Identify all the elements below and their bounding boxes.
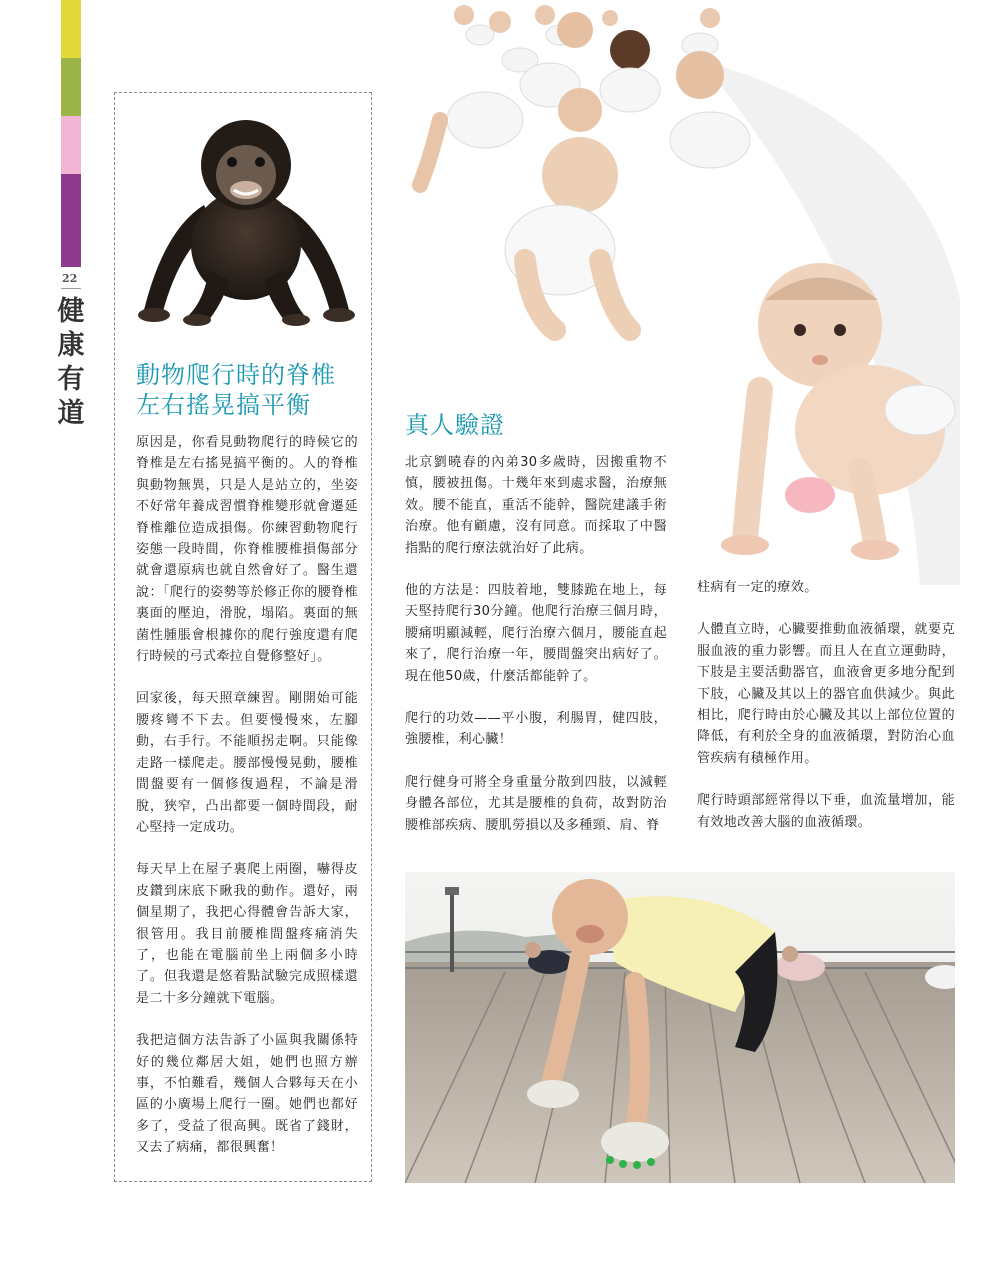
main-paragraph: 爬行的功效——平小腹，利腸胃，健四肢，強腰椎，利心臟！ — [405, 711, 667, 748]
color-tab-green — [61, 58, 81, 116]
sidebar-heading-line2: 左右搖晃搞平衡 — [136, 391, 311, 419]
sidebar-paragraph: 每天早上在屋子裏爬上兩圈，嚇得皮皮鑽到床底下瞅我的動作。還好，兩個星期了，我把心得體會告訴大家，很管用。我目前腰椎間盤疼痛消失了，也能在電腦前坐上兩個多小時了。但我還是悠着點試驗完成照樣還是二十多分鐘就下電腦。 — [136, 862, 358, 1006]
right-paragraph: 柱病有一定的療效。 — [697, 580, 818, 595]
section-title: 健康有道 — [57, 296, 85, 429]
sidebar-paragraph: 回家後，每天照章練習。剛開始可能腰疼彎不下去。但要慢慢來，左腳動，右手行。不能順拐走啊。只能像走路一樣爬走。腰部慢慢晃動，腰椎間盤要有一個修復過程，不論是滑脫，狹窄，凸出都要一個時間段，耐心堅持一定成功。 — [136, 691, 358, 835]
main-paragraph: 爬行健身可將全身重量分散到四肢，以減輕身體各部位，尤其是腰椎的負荷，故對防治腰椎部疾病、腰肌勞損以及多種頸、肩、脊 — [405, 774, 667, 833]
main-paragraph: 他的方法是：四肢着地，雙膝跪在地上，每天堅持爬行30分鐘。他爬行治療三個月時，腰痛明顯減輕，爬行治療六個月，腰能直起來了，爬行治療一年，腰間盤突出病好了。現在他50歲，什麼活都能幹了。 — [405, 583, 667, 684]
sidebar-heading — [136, 360, 358, 420]
crawling-exercise-photo — [405, 872, 955, 1183]
right-column — [697, 577, 955, 854]
monkey-photo — [134, 110, 359, 335]
color-tab-yellow — [61, 0, 81, 58]
sidebar-heading-line1: 動物爬行時的脊椎 — [136, 361, 336, 389]
color-tab-pink — [61, 116, 81, 174]
main-column — [405, 410, 667, 857]
page-number: 22 — [62, 272, 78, 285]
page-number-rule — [61, 288, 81, 289]
sidebar-column — [136, 360, 358, 1180]
main-heading: 真人驗證 — [405, 411, 505, 439]
sidebar-paragraph: 我把這個方法告訴了小區與我關係特好的幾位鄰居大姐，她們也照方辦事，不怕難看，幾個人合夥每天在小區的小廣場上爬行一圈。她們也都好多了，受益了很高興。既省了錢財，又去了病痛，都很興奮！ — [136, 1033, 358, 1156]
color-tab-purple — [61, 174, 81, 267]
sidebar-paragraph: 原因是，你看見動物爬行的時候它的脊椎是左右搖晃搞平衡的。人的脊椎與動物無異，只是人是站立的，坐姿不好常年養成習慣脊椎變形就會遷延脊椎離位造成損傷。你練習動物爬行姿態一段時間，你脊椎腰椎損傷部分就會還原病也就自然會好了。醫生還說：「爬行的姿勢等於修正你的腰脊椎裏面的壓迫，滑脫，塌陷。裏面的無菌性腫脹會根據你的爬行強度還有爬行時候的弓式牽拉自覺修整好」。 — [136, 435, 358, 665]
right-paragraph: 人體直立時，心臟要推動血液循環，就要克服血液的重力影響。而且人在直立運動時，下肢是主要活動器官，血液會更多地分配到下肢，心臟及其以上的器官血供減少。與此相比，爬行時由於心臟及其以上部位位置的降低，有利於全身的血液循環，對防治心血管疾病有積極作用。 — [697, 622, 955, 766]
main-paragraph: 北京劉曉春的內弟30多歲時，因搬重物不慎，腰被扭傷。十幾年來到處求醫，治療無效。腰不能直，重活不能幹，醫院建議手術治療。他有顧慮，沒有同意。而採取了中醫指點的爬行療法就治好了此病。 — [405, 455, 667, 556]
right-paragraph: 爬行時頭部經常得以下垂，血流量增加，能有效地改善大腦的血液循環。 — [697, 793, 955, 830]
